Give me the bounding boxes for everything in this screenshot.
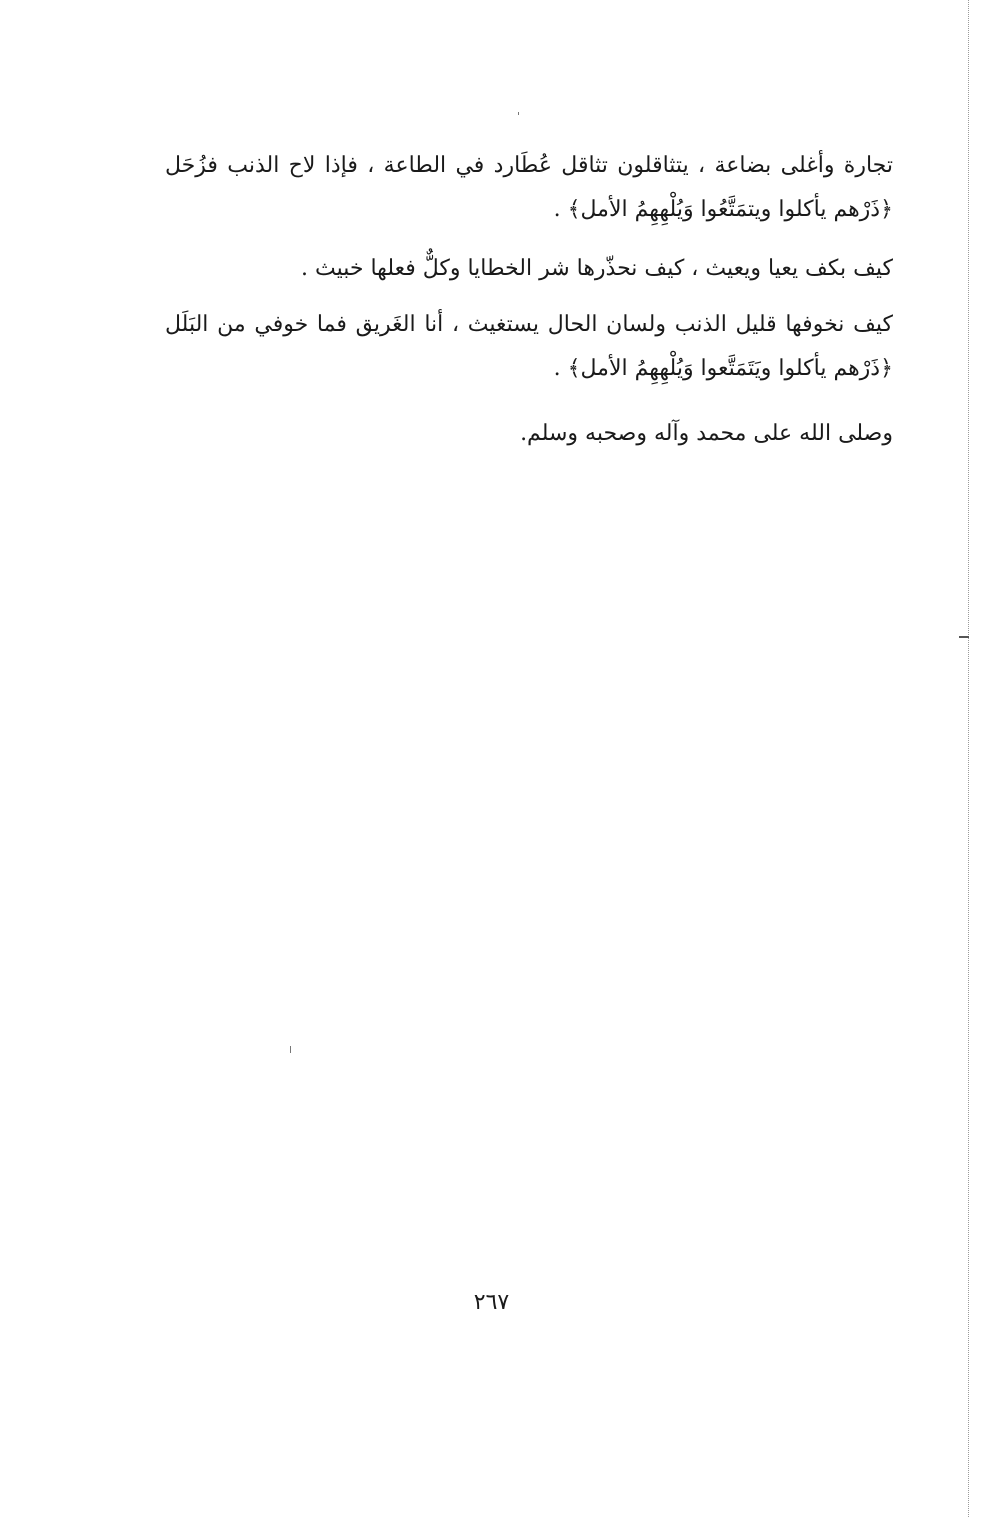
scan-speck	[518, 112, 519, 115]
page-number: ٢٦٧	[473, 1290, 510, 1315]
paragraph-4: وصلى الله على محمد وآله وصحبه وسلم.	[520, 421, 893, 446]
scan-edge-mark	[959, 636, 969, 638]
paragraph-2: كيف بكف يعيا ويعيث ، كيف نحذّرها شر الخطايا وكلٌّ فعلها خبيث .	[301, 256, 893, 281]
paragraph-3: كيف نخوفها قليل الذنب ولسان الحال يستغيث ، أنا الغَريق فما خوفي من البَلَل ﴿ذَرْهم يأكلوا ويَتَمَتَّعوا وَيُلْهِهِمُ الأمل﴾ .	[165, 312, 893, 381]
scan-speck	[290, 1046, 291, 1053]
paragraph-1: تجارة وأغلى بضاعة ، يتثاقلون تثاقل عُطَارد في الطاعة ، فإذا لاح الذنب فزُحَل ﴿ذَرْهم يأكلوا ويتمَتَّعُوا وَيُلْهِهِمُ الأمل﴾ .	[165, 153, 893, 222]
